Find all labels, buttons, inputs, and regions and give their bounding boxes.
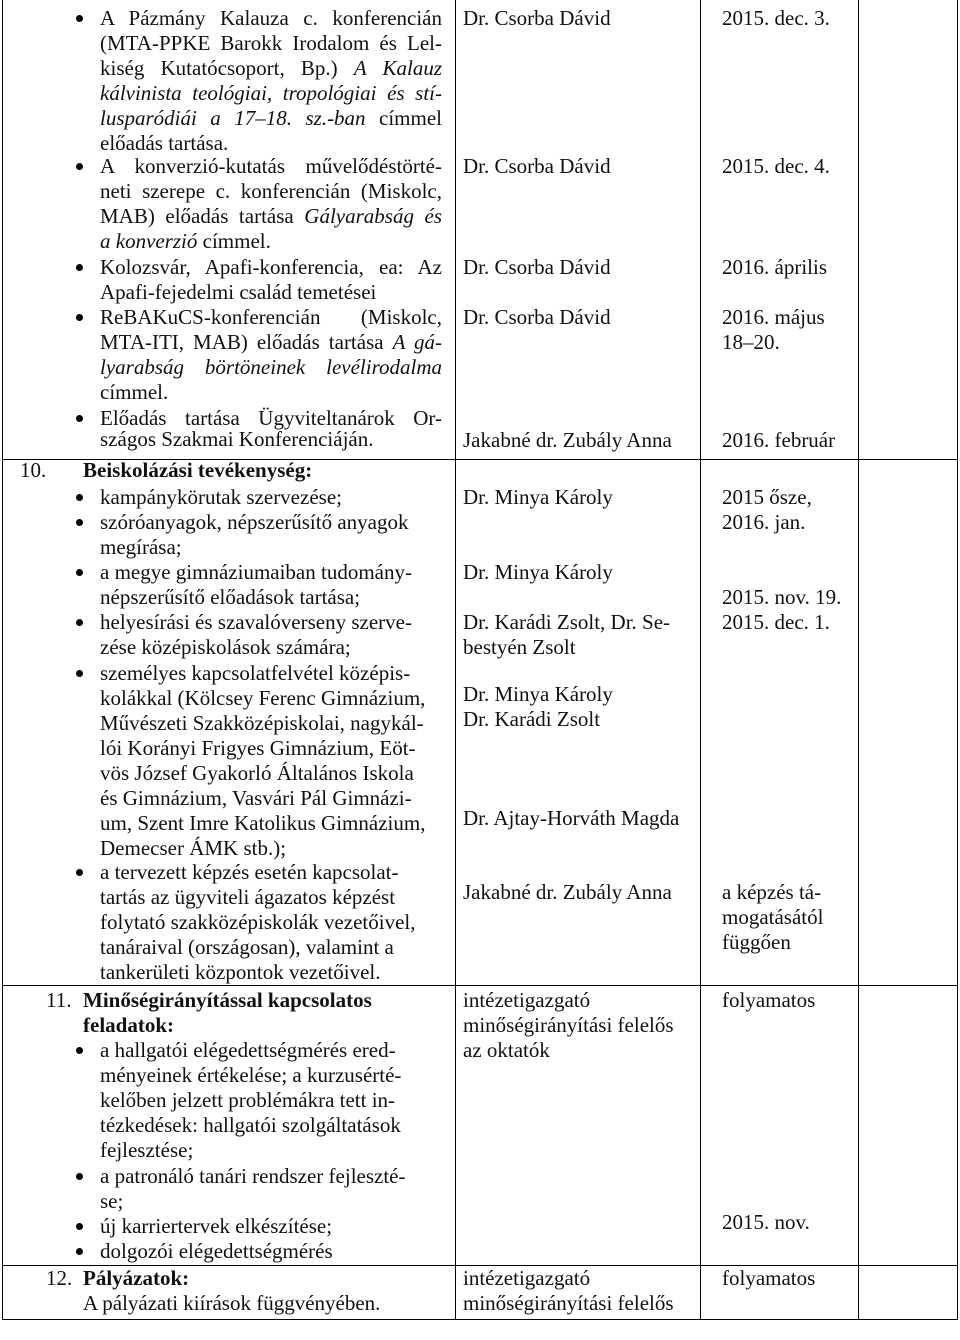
deadline-text: 2015. dec. 3. xyxy=(722,6,830,30)
responsible-entry xyxy=(463,6,695,31)
deadline-text: 2016. április xyxy=(722,255,827,279)
bullet-item xyxy=(100,560,442,610)
bullet-item xyxy=(100,6,442,156)
text-line: kálvinista teológiai, tropológiai és stí- xyxy=(100,81,442,105)
text-line: a tervezett képzés esetén kapcsolat- xyxy=(100,860,399,884)
text-line: fejlesztése; xyxy=(100,1138,194,1162)
bullet-item xyxy=(100,408,442,450)
deadline-text: 2015. dec. 1. xyxy=(722,610,830,634)
text-line: ményeinek értékelése; a kurzusérté- xyxy=(100,1063,402,1087)
deadline-text: 2015. nov. 19. xyxy=(722,585,842,609)
deadline-text: 2015. dec. 4. xyxy=(722,154,830,178)
bullet-icon xyxy=(76,15,83,22)
bullet-item xyxy=(100,1214,442,1239)
deadline-entry xyxy=(722,154,854,179)
bullet-icon xyxy=(76,415,83,422)
text-segment: MAB) előadás tartása xyxy=(100,204,305,228)
italic-title-segment: A Kalauz xyxy=(353,56,442,80)
table-row-border xyxy=(2,985,958,986)
bullet-icon xyxy=(76,569,83,576)
responsible-name: Dr. Ajtay-Horváth Magda xyxy=(463,806,680,830)
text-segment: címmel. xyxy=(197,229,271,253)
text-line xyxy=(100,106,442,131)
italic-title-segment: lusparódiái a 17–18. sz.-ban xyxy=(100,106,366,130)
deadline-entry xyxy=(722,6,854,31)
responsible-name: Dr. Csorba Dávid xyxy=(463,6,611,30)
text-line xyxy=(100,330,442,355)
responsible-entry xyxy=(463,560,695,585)
text-line: tartás az ügyviteli ágazatos képzést xyxy=(100,885,396,909)
bullet-icon xyxy=(76,494,83,501)
italic-title-segment: Gályarabság és xyxy=(304,204,442,228)
bullet-item xyxy=(100,485,442,510)
text-line: A Pázmány Kalauza c. konferencián xyxy=(100,6,442,30)
bullet-item xyxy=(100,1239,442,1264)
bullet-item xyxy=(100,1164,442,1214)
bullet-icon xyxy=(76,1173,83,1180)
responsible-entry xyxy=(463,154,695,179)
deadline-entry xyxy=(722,305,854,355)
bullet-icon xyxy=(76,163,83,170)
text-segment: kiség Kutatócsoport, Bp.) xyxy=(100,56,354,80)
bullet-item xyxy=(100,1038,442,1163)
text-line: személyes kapcsolatfelvétel középis- xyxy=(100,661,411,685)
bullet-icon xyxy=(76,314,83,321)
deadline-entry xyxy=(722,1266,854,1291)
row-number: 11. xyxy=(46,988,72,1012)
row-heading: Beiskolázási tevékenység: xyxy=(83,458,313,482)
bullet-item xyxy=(100,610,442,660)
responsible-name: Dr. Karádi Zsolt xyxy=(463,707,601,731)
table-column-border xyxy=(957,0,958,1320)
deadline-entry xyxy=(722,988,854,1013)
bullet-item xyxy=(100,154,442,254)
row-description: A pályázati kiírások függvényében. xyxy=(83,1291,381,1315)
row-heading xyxy=(83,988,372,1038)
bullet-icon xyxy=(76,670,83,677)
bullet-item xyxy=(100,255,442,305)
deadline-text: függően xyxy=(722,930,791,954)
text-line xyxy=(100,56,442,81)
table-column-border xyxy=(700,0,701,1320)
text-line: ReBAKuCS-konferencián (Miskolc, xyxy=(100,305,442,329)
row-number: 10. xyxy=(20,458,47,482)
deadline-text: 2016. február xyxy=(722,428,836,452)
text-line: se; xyxy=(100,1189,124,1213)
responsible-entry xyxy=(463,428,695,453)
deadline-text: folyamatos xyxy=(722,1266,816,1290)
table-column-border xyxy=(455,0,456,1320)
deadline-entry xyxy=(722,880,854,955)
responsible-name: minőségirányítási felelős xyxy=(463,1291,674,1315)
deadline-entry xyxy=(722,255,854,280)
responsible-entry xyxy=(463,988,695,1063)
responsible-name: bestyén Zsolt xyxy=(463,635,576,659)
deadline-entry xyxy=(722,485,854,535)
deadline-text: a képzés tá- xyxy=(722,880,822,904)
bullet-icon xyxy=(76,264,83,271)
bullet-icon xyxy=(76,1223,83,1230)
deadline-entry xyxy=(722,585,854,635)
text-line: tanáraival (országosan), valamint a xyxy=(100,935,394,959)
deadline-text: 18–20. xyxy=(722,330,780,354)
bullet-icon xyxy=(76,1248,83,1255)
responsible-entry xyxy=(463,305,695,330)
row-heading-line: Minőségirányítással kapcsolatos xyxy=(83,988,372,1012)
text-line: vös József Gyakorló Általános Iskola xyxy=(100,761,414,785)
deadline-text: 2015. nov. xyxy=(722,1210,810,1234)
text-line: a patronáló tanári rendszer fejleszté- xyxy=(100,1164,406,1188)
bullet-icon xyxy=(76,869,83,876)
responsible-name: Dr. Minya Károly xyxy=(463,560,613,584)
text-line: és Gimnázium, Vasvári Pál Gimnázi- xyxy=(100,786,412,810)
text-segment: MTA-ITI, MAB) előadás tartása xyxy=(100,330,393,354)
bullet-icon xyxy=(76,619,83,626)
row-heading: Pályázatok: xyxy=(83,1266,190,1290)
bullet-item xyxy=(100,305,442,405)
responsible-name: minőségirányítási felelős xyxy=(463,1013,674,1037)
bullet-item xyxy=(100,510,442,560)
bullet-item xyxy=(100,860,442,985)
text-line: zése középiskolások számára; xyxy=(100,635,351,659)
text-line: népszerűsítő előadások tartása; xyxy=(100,585,361,609)
text-segment: címmel xyxy=(365,106,442,130)
responsible-entry xyxy=(463,1266,695,1316)
text-line: szóróanyagok, népszerűsítő anyagok xyxy=(100,510,409,534)
text-line: előadás tartása. xyxy=(100,131,229,155)
responsible-name: Dr. Csorba Dávid xyxy=(463,305,611,329)
responsible-entry xyxy=(463,255,695,280)
responsible-name: Dr. Csorba Dávid xyxy=(463,154,611,178)
text-line: helyesírási és szavalóverseny szerve- xyxy=(100,610,412,634)
text-line: lyarabság börtöneinek levélirodalma xyxy=(100,355,442,379)
responsible-entry xyxy=(463,880,695,905)
text-line xyxy=(100,229,442,254)
text-line: folytató szakközépiskolák vezetőivel, xyxy=(100,910,416,934)
text-line: címmel. xyxy=(100,380,169,404)
bullet-item xyxy=(100,661,442,861)
text-line xyxy=(100,204,442,229)
deadline-text: 2016. jan. xyxy=(722,510,806,534)
text-line: a megye gimnáziumaiban tudomány- xyxy=(100,560,412,584)
deadline-text: 2015 ősze, xyxy=(722,485,812,509)
text-line: dolgozói elégedettségmérés xyxy=(100,1239,333,1263)
text-line: tézkedések: hallgatói szolgáltatások xyxy=(100,1113,401,1137)
responsible-entry xyxy=(463,610,695,660)
bullet-icon xyxy=(76,519,83,526)
responsible-name: Dr. Karádi Zsolt, Dr. Se- xyxy=(463,610,671,634)
responsible-entry xyxy=(463,485,695,510)
text-line: lói Korányi Frigyes Gimnázium, Eöt- xyxy=(100,736,416,760)
text-line: új karriertervek elkészítése; xyxy=(100,1214,333,1238)
responsible-name: intézetigazgató xyxy=(463,1266,591,1290)
text-line: kampánykörutak szervezése; xyxy=(100,485,342,509)
italic-title-segment: A gá- xyxy=(392,330,442,354)
text-line: Demecser ÁMK stb.); xyxy=(100,836,287,860)
text-line: um, Szent Imre Katolikus Gimnázium, xyxy=(100,811,426,835)
responsible-entry xyxy=(463,682,695,732)
deadline-text: 2016. május xyxy=(722,305,825,329)
text-line: a hallgatói elégedettségmérés ered- xyxy=(100,1038,396,1062)
table-row-border xyxy=(2,1319,958,1320)
responsible-entry xyxy=(463,806,695,831)
responsible-name: Jakabné dr. Zubály Anna xyxy=(463,880,672,904)
italic-title-segment: a konverzió xyxy=(100,229,198,253)
text-line: tankerületi központok vezetőivel. xyxy=(100,960,381,984)
table-column-border xyxy=(2,0,3,1320)
bullet-icon xyxy=(76,1047,83,1054)
deadline-text: mogatásától xyxy=(722,905,824,929)
row-number: 12. xyxy=(46,1266,73,1290)
row-heading-line: feladatok: xyxy=(83,1013,174,1037)
text-line: Művészeti Szakközépiskolai, nagykál- xyxy=(100,711,424,735)
deadline-text: folyamatos xyxy=(722,988,816,1012)
text-line: kelőben jelzett problémákra tett in- xyxy=(100,1088,396,1112)
text-line: Apafi-fejedelmi család temetései xyxy=(100,280,377,304)
text-line: (MTA-PPKE Barokk Irodalom és Lel- xyxy=(100,31,442,55)
text-line: Előadás tartása Ügyviteltanárok Or- xyxy=(100,406,442,430)
deadline-entry xyxy=(722,1210,854,1235)
responsible-name: intézetigazgató xyxy=(463,988,591,1012)
responsible-name: az oktatók xyxy=(463,1038,550,1062)
deadline-entry xyxy=(722,428,854,453)
text-line: neti szerepe c. konferencián (Miskolc, xyxy=(100,179,442,203)
text-line: Kolozsvár, Apafi-konferencia, ea: Az xyxy=(100,255,442,279)
responsible-name: Dr. Csorba Dávid xyxy=(463,255,611,279)
responsible-name: Dr. Minya Károly xyxy=(463,485,613,509)
responsible-name: Dr. Minya Károly xyxy=(463,682,613,706)
text-line: A konverzió-kutatás művelődéstörté- xyxy=(100,154,442,178)
text-line: kolákkal (Kölcsey Ferenc Gimnázium, xyxy=(100,686,426,710)
text-line: megírása; xyxy=(100,535,182,559)
responsible-name: Jakabné dr. Zubály Anna xyxy=(463,428,672,452)
table-column-border xyxy=(858,0,859,1320)
text-line: szágos Szakmai Konferenciáján. xyxy=(100,427,374,451)
